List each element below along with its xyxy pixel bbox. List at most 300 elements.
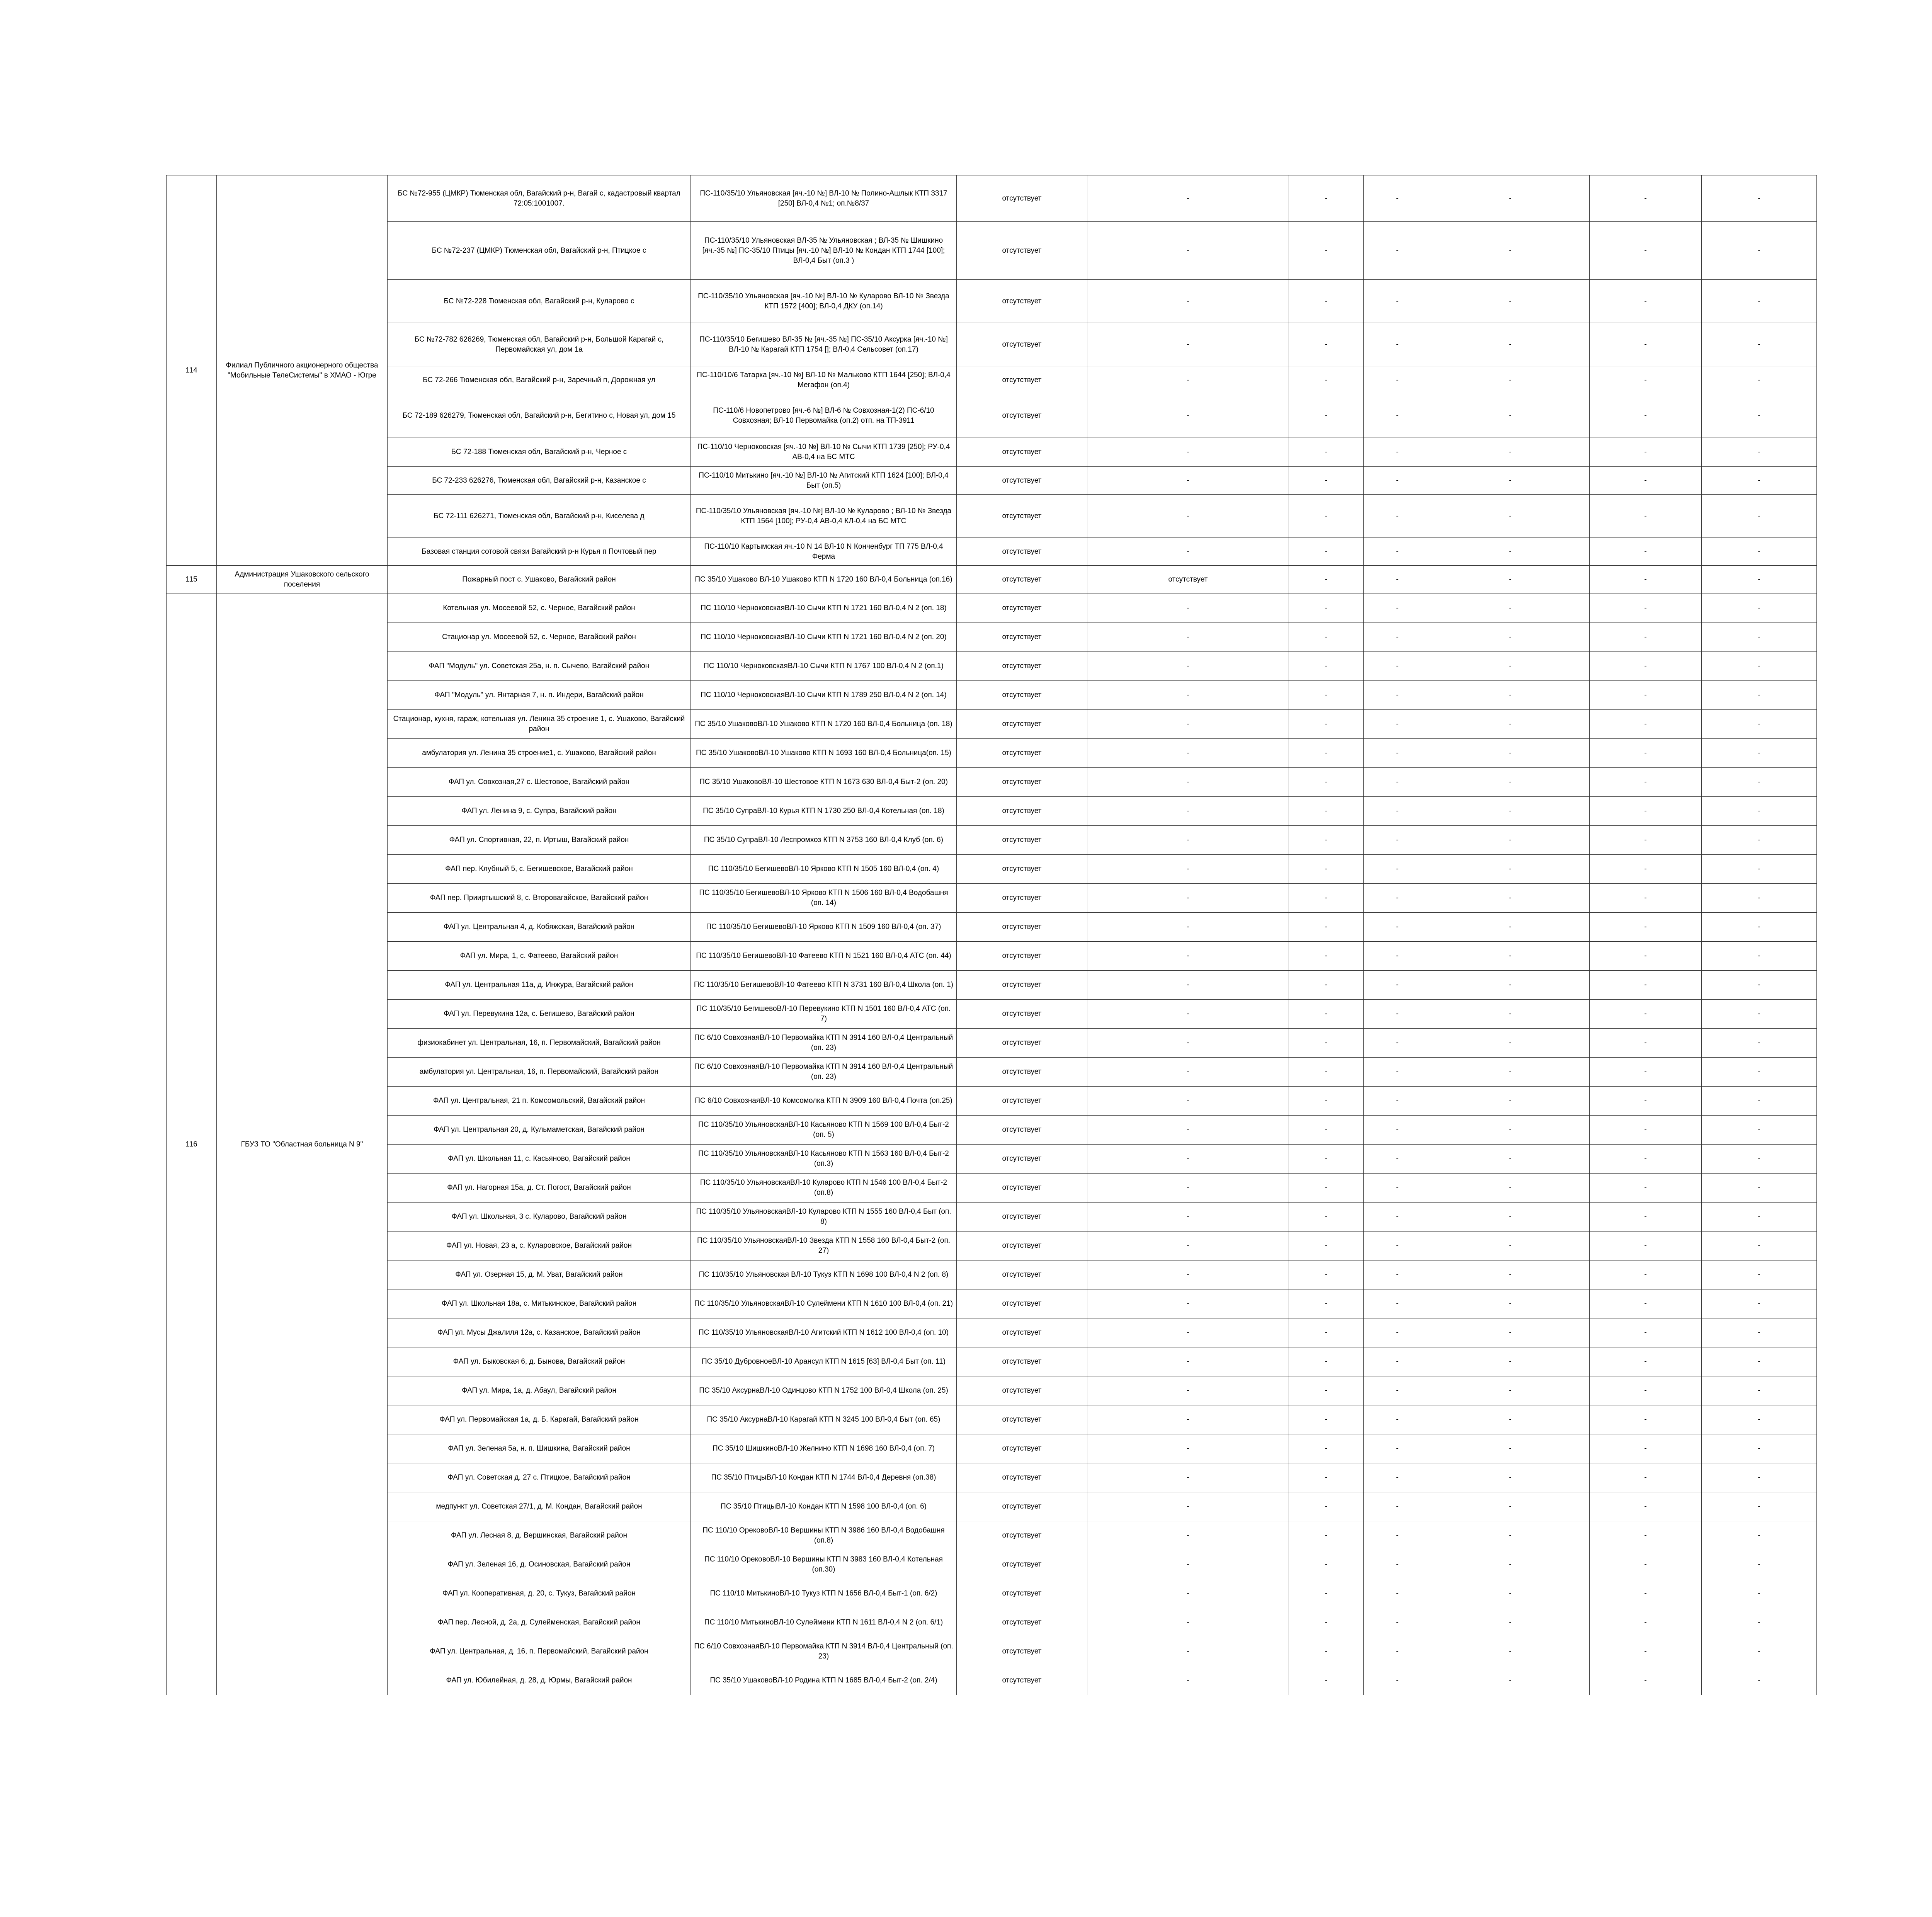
cell-tp: ПС 110/10 ОрековоВЛ-10 Вершины КТП N 3983 160 ВЛ-0,4 Котельная (оп.30) [691, 1550, 957, 1579]
cell-c4: - [1087, 280, 1289, 323]
cell-obj: ФАП ул. Мира, 1а, д. Абаул, Вагайский район [388, 1376, 691, 1405]
cell-st: отсутствует [957, 1058, 1087, 1087]
cell-c7: - [1431, 495, 1590, 538]
table-row [167, 826, 1817, 855]
cell-c7: - [1431, 1203, 1590, 1232]
cell-c5: - [1289, 884, 1364, 913]
cell-obj: ФАП ул. Мусы Джалиля 12а, с. Казанское, Вагайский район [388, 1318, 691, 1347]
cell-c5: - [1289, 467, 1364, 495]
cell-obj: ФАП ул. Спортивная, 22, п. Иртыш, Вагайский район [388, 826, 691, 855]
cell-c6: - [1364, 1232, 1431, 1260]
cell-st: отсутствует [957, 1347, 1087, 1376]
cell-obj: ФАП ул. Зеленая 5а, н. п. Шишкина, Вагайский район [388, 1434, 691, 1463]
cell-st: отсутствует [957, 884, 1087, 913]
cell-c9: - [1702, 1029, 1817, 1058]
cell-obj: ФАП ул. Новая, 23 а, с. Куларовское, Вагайский район [388, 1232, 691, 1260]
cell-tp: ПС 110/10 ЧерноковскаяВЛ-10 Сычи КТП N 1767 100 ВЛ-0,4 N 2 (оп.1) [691, 652, 957, 681]
cell-st: отсутствует [957, 1376, 1087, 1405]
cell-tp: ПС 35/10 ШишкиноВЛ-10 Желнино КТП N 1698 160 ВЛ-0,4 (оп. 7) [691, 1434, 957, 1463]
table-row [167, 710, 1817, 739]
cell-st: отсутствует [957, 1492, 1087, 1521]
table-row [167, 913, 1817, 942]
cell-c4: - [1087, 855, 1289, 884]
table-row [167, 566, 1817, 594]
cell-st: отсутствует [957, 652, 1087, 681]
cell-c5: - [1289, 855, 1364, 884]
cell-c5: - [1289, 1434, 1364, 1463]
cell-c5: - [1289, 1260, 1364, 1289]
cell-tp: ПС 110/10 ЧерноковскаяВЛ-10 Сычи КТП N 1721 160 ВЛ-0,4 N 2 (оп. 20) [691, 623, 957, 652]
cell-st: отсутствует [957, 1174, 1087, 1203]
cell-tp: ПС 110/35/10 УльяновскаяВЛ-10 Звезда КТП N 1558 160 ВЛ-0,4 Быт-2 (оп. 27) [691, 1232, 957, 1260]
cell-c5: - [1289, 1492, 1364, 1521]
cell-c5: - [1289, 1521, 1364, 1550]
cell-st: отсутствует [957, 538, 1087, 566]
cell-tp: ПС-110/6 Новопетрово [яч.-6 №] ВЛ-6 № Совхозная-1(2) ПС-6/10 Совхозная; ВЛ-10 Первомайка (оп.2) отп. на ТП-3911 [691, 394, 957, 437]
cell-tp: ПС-110/10 Картымская яч.-10 N 14 ВЛ-10 N Конченбург ТП 775 ВЛ-0,4 Ферма [691, 538, 957, 566]
cell-c5: - [1289, 394, 1364, 437]
table-row [167, 1637, 1817, 1666]
cell-c5: - [1289, 594, 1364, 623]
cell-c6: - [1364, 1347, 1431, 1376]
cell-c4: - [1087, 681, 1289, 710]
cell-c6: - [1364, 280, 1431, 323]
cell-c7: - [1431, 942, 1590, 971]
cell-c5: - [1289, 710, 1364, 739]
cell-c7: - [1431, 1492, 1590, 1521]
cell-c8: - [1590, 222, 1702, 280]
cell-c7: - [1431, 1145, 1590, 1174]
cell-c4: - [1087, 394, 1289, 437]
cell-c4: - [1087, 594, 1289, 623]
cell-c7: - [1431, 394, 1590, 437]
group-number-cell: 114 [167, 175, 217, 566]
cell-obj: Стационар ул. Мосеевой 52, с. Черное, Вагайский район [388, 623, 691, 652]
cell-tp: ПС 110/10 МитькиноВЛ-10 Сулеймени КТП N 1611 ВЛ-0,4 N 2 (оп. 6/1) [691, 1608, 957, 1637]
cell-c6: - [1364, 710, 1431, 739]
cell-c9: - [1702, 1260, 1817, 1289]
cell-c6: - [1364, 1318, 1431, 1347]
cell-c8: - [1590, 797, 1702, 826]
cell-c4: - [1087, 710, 1289, 739]
cell-c7: - [1431, 566, 1590, 594]
organization-cell: Администрация Ушаковского сельского поселения [217, 566, 388, 594]
cell-c4: - [1087, 1666, 1289, 1695]
table-row [167, 175, 1817, 222]
cell-c7: - [1431, 1405, 1590, 1434]
cell-c7: - [1431, 710, 1590, 739]
cell-obj: ФАП ул. Нагорная 15а, д. Ст. Погост, Вагайский район [388, 1174, 691, 1203]
cell-obj: БС 72-111 626271, Тюменская обл, Вагайский р-н, Киселева д [388, 495, 691, 538]
cell-c9: - [1702, 797, 1817, 826]
cell-c5: - [1289, 623, 1364, 652]
cell-st: отсутствует [957, 1434, 1087, 1463]
cell-obj: ФАП пер. Прииртышский 8, с. Второвагайское, Вагайский район [388, 884, 691, 913]
cell-tp: ПС 110/35/10 УльяновскаяВЛ-10 Куларово КТП N 1546 100 ВЛ-0,4 Быт-2 (оп.8) [691, 1174, 957, 1203]
cell-c4: - [1087, 1145, 1289, 1174]
cell-st: отсутствует [957, 1289, 1087, 1318]
cell-obj: ФАП ул. Центральная 20, д. Кульмаметская, Вагайский район [388, 1116, 691, 1145]
cell-c9: - [1702, 394, 1817, 437]
cell-c6: - [1364, 1521, 1431, 1550]
cell-c9: - [1702, 1376, 1817, 1405]
cell-st: отсутствует [957, 394, 1087, 437]
cell-c6: - [1364, 1405, 1431, 1434]
cell-c8: - [1590, 1145, 1702, 1174]
cell-obj: ФАП ул. Ленина 9, с. Супра, Вагайский район [388, 797, 691, 826]
cell-c8: - [1590, 710, 1702, 739]
cell-c4: - [1087, 1318, 1289, 1347]
table-row [167, 681, 1817, 710]
cell-c7: - [1431, 1434, 1590, 1463]
cell-st: отсутствует [957, 1087, 1087, 1116]
cell-st: отсутствует [957, 594, 1087, 623]
cell-obj: ФАП пер. Клубный 5, с. Бегишевское, Вагайский район [388, 855, 691, 884]
cell-c5: - [1289, 366, 1364, 394]
cell-c9: - [1702, 884, 1817, 913]
table-row [167, 1260, 1817, 1289]
cell-st: отсутствует [957, 1521, 1087, 1550]
table-row [167, 366, 1817, 394]
cell-obj: ФАП ул. Совхозная,27 с. Шестовое, Вагайский район [388, 768, 691, 797]
cell-st: отсутствует [957, 826, 1087, 855]
table-row [167, 495, 1817, 538]
cell-c7: - [1431, 739, 1590, 768]
cell-c4: - [1087, 1521, 1289, 1550]
cell-tp: ПС 35/10 СупраВЛ-10 Леспромхоз КТП N 3753 160 ВЛ-0,4 Клуб (оп. 6) [691, 826, 957, 855]
cell-c6: - [1364, 768, 1431, 797]
cell-obj: ФАП ул. Кооперативная, д. 20, с. Тукуз, Вагайский район [388, 1579, 691, 1608]
cell-tp: ПС 110/10 ОрековоВЛ-10 Вершины КТП N 3986 160 ВЛ-0,4 Водобашня (оп.8) [691, 1521, 957, 1550]
cell-tp: ПС 35/10 АксурнаВЛ-10 Одинцово КТП N 1752 100 ВЛ-0,4 Школа (оп. 25) [691, 1376, 957, 1405]
cell-c4: - [1087, 1087, 1289, 1116]
table-row [167, 1434, 1817, 1463]
cell-c6: - [1364, 855, 1431, 884]
table-row [167, 942, 1817, 971]
cell-obj: Базовая станция сотовой связи Вагайский р-н Курья п Почтовый пер [388, 538, 691, 566]
cell-c9: - [1702, 594, 1817, 623]
cell-c8: - [1590, 394, 1702, 437]
table-row [167, 1376, 1817, 1405]
table-row [167, 1058, 1817, 1087]
cell-st: отсутствует [957, 1463, 1087, 1492]
cell-c4: - [1087, 739, 1289, 768]
cell-st: отсутствует [957, 175, 1087, 222]
cell-c9: - [1702, 1492, 1817, 1521]
cell-obj: ФАП ул. Зеленая 16, д. Осиновская, Вагайский район [388, 1550, 691, 1579]
cell-obj: ФАП ул. Советская д. 27 с. Птицкое, Вагайский район [388, 1463, 691, 1492]
cell-c5: - [1289, 1058, 1364, 1087]
cell-tp: ПС 110/35/10 БегишевоВЛ-10 Фатеево КТП N 3731 160 ВЛ-0,4 Школа (оп. 1) [691, 971, 957, 1000]
cell-tp: ПС 35/10 УшаковоВЛ-10 Шестовое КТП N 1673 630 ВЛ-0,4 Быт-2 (оп. 20) [691, 768, 957, 797]
cell-c7: - [1431, 623, 1590, 652]
cell-c9: - [1702, 1637, 1817, 1666]
cell-c8: - [1590, 566, 1702, 594]
cell-c6: - [1364, 594, 1431, 623]
cell-c8: - [1590, 538, 1702, 566]
cell-c8: - [1590, 913, 1702, 942]
cell-st: отсутствует [957, 942, 1087, 971]
cell-st: отсутствует [957, 323, 1087, 366]
cell-c8: - [1590, 1521, 1702, 1550]
cell-c6: - [1364, 1174, 1431, 1203]
table-row [167, 1232, 1817, 1260]
cell-c8: - [1590, 1087, 1702, 1116]
table-row [167, 538, 1817, 566]
cell-st: отсутствует [957, 437, 1087, 467]
cell-obj: БС №72-955 (ЦМКР) Тюменская обл, Вагайский р-н, Вагай с, кадастровый квартал 72:05:1001007. [388, 175, 691, 222]
cell-st: отсутствует [957, 1116, 1087, 1145]
cell-c9: - [1702, 1579, 1817, 1608]
cell-c9: - [1702, 768, 1817, 797]
cell-c6: - [1364, 1203, 1431, 1232]
cell-c5: - [1289, 1000, 1364, 1029]
cell-c9: - [1702, 222, 1817, 280]
cell-c4: - [1087, 1058, 1289, 1087]
cell-c4: - [1087, 652, 1289, 681]
cell-c6: - [1364, 1058, 1431, 1087]
cell-c7: - [1431, 884, 1590, 913]
table-row [167, 467, 1817, 495]
cell-st: отсутствует [957, 768, 1087, 797]
cell-c4: - [1087, 1000, 1289, 1029]
cell-tp: ПС 110/10 ЧерноковскаяВЛ-10 Сычи КТП N 1789 250 ВЛ-0,4 N 2 (оп. 14) [691, 681, 957, 710]
cell-st: отсутствует [957, 1318, 1087, 1347]
cell-c9: - [1702, 1347, 1817, 1376]
cell-tp: ПС 110/35/10 Ульяновская ВЛ-10 Тукуз КТП N 1698 100 ВЛ-0,4 N 2 (оп. 8) [691, 1260, 957, 1289]
cell-obj: ФАП ул. Школьная 18а, с. Митькинское, Вагайский район [388, 1289, 691, 1318]
table-row [167, 1550, 1817, 1579]
cell-c7: - [1431, 1347, 1590, 1376]
cell-c7: - [1431, 437, 1590, 467]
cell-c6: - [1364, 884, 1431, 913]
cell-obj: БС №72-237 (ЦМКР) Тюменская обл, Вагайский р-н, Птицкое с [388, 222, 691, 280]
cell-c7: - [1431, 1579, 1590, 1608]
cell-tp: ПС 110/10 ЧерноковскаяВЛ-10 Сычи КТП N 1721 160 ВЛ-0,4 N 2 (оп. 18) [691, 594, 957, 623]
cell-c4: - [1087, 1608, 1289, 1637]
cell-obj: амбулатория ул. Ленина 35 строение1, с. Ушаково, Вагайский район [388, 739, 691, 768]
cell-c5: - [1289, 826, 1364, 855]
cell-c6: - [1364, 495, 1431, 538]
cell-c6: - [1364, 942, 1431, 971]
cell-st: отсутствует [957, 566, 1087, 594]
cell-c4: - [1087, 538, 1289, 566]
cell-c9: - [1702, 1087, 1817, 1116]
cell-c7: - [1431, 280, 1590, 323]
cell-c8: - [1590, 1318, 1702, 1347]
cell-c8: - [1590, 467, 1702, 495]
cell-c6: - [1364, 1579, 1431, 1608]
cell-c9: - [1702, 1434, 1817, 1463]
cell-st: отсутствует [957, 855, 1087, 884]
cell-c9: - [1702, 1058, 1817, 1087]
cell-c9: - [1702, 1666, 1817, 1695]
cell-st: отсутствует [957, 739, 1087, 768]
cell-c7: - [1431, 366, 1590, 394]
cell-c6: - [1364, 1000, 1431, 1029]
cell-tp: ПС-110/10 Митькино [яч.-10 №] ВЛ-10 № Агитский КТП 1624 [100]; ВЛ-0,4 Быт (оп.5) [691, 467, 957, 495]
table-row [167, 1145, 1817, 1174]
table-row [167, 1608, 1817, 1637]
cell-c6: - [1364, 681, 1431, 710]
cell-c8: - [1590, 323, 1702, 366]
cell-tp: ПС 110/35/10 УльяновскаяВЛ-10 Касьяново КТП N 1569 100 ВЛ-0,4 Быт-2 (оп. 5) [691, 1116, 957, 1145]
cell-st: отсутствует [957, 495, 1087, 538]
cell-c8: - [1590, 594, 1702, 623]
cell-c6: - [1364, 971, 1431, 1000]
cell-c7: - [1431, 1666, 1590, 1695]
cell-c7: - [1431, 1376, 1590, 1405]
cell-c7: - [1431, 175, 1590, 222]
cell-c7: - [1431, 826, 1590, 855]
cell-c9: - [1702, 971, 1817, 1000]
cell-st: отсутствует [957, 797, 1087, 826]
table-row [167, 884, 1817, 913]
cell-tp: ПС 110/35/10 УльяновскаяВЛ-10 Агитский КТП N 1612 100 ВЛ-0,4 (оп. 10) [691, 1318, 957, 1347]
cell-st: отсутствует [957, 1232, 1087, 1260]
cell-st: отсутствует [957, 681, 1087, 710]
cell-c8: - [1590, 437, 1702, 467]
cell-tp: ПС 6/10 СовхознаяВЛ-10 Комсомолка КТП N 3909 160 ВЛ-0,4 Почта (оп.25) [691, 1087, 957, 1116]
cell-c7: - [1431, 323, 1590, 366]
cell-obj: ФАП ул. Центральная 4, д. Кобяжская, Вагайский район [388, 913, 691, 942]
cell-tp: ПС 110/35/10 БегишевоВЛ-10 Ярково КТП N 1509 160 ВЛ-0,4 (оп. 37) [691, 913, 957, 942]
cell-c5: - [1289, 942, 1364, 971]
cell-c7: - [1431, 913, 1590, 942]
cell-c5: - [1289, 971, 1364, 1000]
cell-c8: - [1590, 1116, 1702, 1145]
cell-c7: - [1431, 222, 1590, 280]
cell-tp: ПС 35/10 УшаковоВЛ-10 Ушаково КТП N 1693 160 ВЛ-0,4 Больница(оп. 15) [691, 739, 957, 768]
cell-obj: ФАП "Модуль" ул. Янтарная 7, н. п. Индери, Вагайский район [388, 681, 691, 710]
cell-c9: - [1702, 1000, 1817, 1029]
cell-tp: ПС 110/35/10 БегишевоВЛ-10 Фатеево КТП N 1521 160 ВЛ-0,4 АТС (оп. 44) [691, 942, 957, 971]
cell-c8: - [1590, 971, 1702, 1000]
table-row [167, 739, 1817, 768]
cell-c4: - [1087, 467, 1289, 495]
cell-obj: БС 72-188 Тюменская обл, Вагайский р-н, Черное с [388, 437, 691, 467]
cell-obj: ФАП ул. Первомайская 1а, д. Б. Карагай, Вагайский район [388, 1405, 691, 1434]
cell-c7: - [1431, 1318, 1590, 1347]
cell-st: отсутствует [957, 710, 1087, 739]
cell-c6: - [1364, 913, 1431, 942]
cell-c7: - [1431, 1289, 1590, 1318]
organization-cell: ГБУЗ ТО "Областная больница N 9" [217, 594, 388, 1695]
cell-c4: - [1087, 623, 1289, 652]
cell-obj: ФАП ул. Центральная, д. 16, п. Первомайский, Вагайский район [388, 1637, 691, 1666]
cell-c6: - [1364, 739, 1431, 768]
cell-tp: ПС 35/10 ДубровноеВЛ-10 Арансул КТП N 1615 [63] ВЛ-0,4 Быт (оп. 11) [691, 1347, 957, 1376]
cell-c8: - [1590, 1579, 1702, 1608]
cell-c6: - [1364, 1492, 1431, 1521]
cell-c6: - [1364, 323, 1431, 366]
cell-c6: - [1364, 394, 1431, 437]
cell-obj: ФАП ул. Быковская 6, д. Бынова, Вагайский район [388, 1347, 691, 1376]
cell-c6: - [1364, 1666, 1431, 1695]
cell-c9: - [1702, 323, 1817, 366]
cell-obj: ФАП ул. Лесная 8, д. Вершинская, Вагайский район [388, 1521, 691, 1550]
cell-c4: - [1087, 1637, 1289, 1666]
cell-c5: - [1289, 323, 1364, 366]
organization-cell: Филиал Публичного акционерного общества "Мобильные ТелеСистемы" в ХМАО - Югре [217, 175, 388, 566]
cell-c5: - [1289, 437, 1364, 467]
cell-c7: - [1431, 1637, 1590, 1666]
cell-c5: - [1289, 1289, 1364, 1318]
cell-c9: - [1702, 538, 1817, 566]
cell-c9: - [1702, 1521, 1817, 1550]
cell-c5: - [1289, 1174, 1364, 1203]
cell-c7: - [1431, 1608, 1590, 1637]
cell-c6: - [1364, 366, 1431, 394]
table-row [167, 1347, 1817, 1376]
cell-obj: Стационар, кухня, гараж, котельная ул. Ленина 35 строение 1, с. Ушаково, Вагайский район [388, 710, 691, 739]
cell-st: отсутствует [957, 623, 1087, 652]
cell-c5: - [1289, 175, 1364, 222]
cell-c6: - [1364, 1087, 1431, 1116]
cell-c5: - [1289, 1550, 1364, 1579]
cell-tp: ПС 110/35/10 БегишевоВЛ-10 Перевукино КТП N 1501 160 ВЛ-0,4 АТС (оп. 7) [691, 1000, 957, 1029]
table-row [167, 1087, 1817, 1116]
cell-c8: - [1590, 623, 1702, 652]
table-row [167, 1318, 1817, 1347]
cell-c5: - [1289, 222, 1364, 280]
cell-c9: - [1702, 1550, 1817, 1579]
cell-c8: - [1590, 652, 1702, 681]
cell-st: отсутствует [957, 366, 1087, 394]
table-row [167, 1579, 1817, 1608]
cell-c9: - [1702, 1463, 1817, 1492]
table-row [167, 1666, 1817, 1695]
cell-c8: - [1590, 1608, 1702, 1637]
cell-c9: - [1702, 623, 1817, 652]
cell-c4: - [1087, 768, 1289, 797]
cell-c9: - [1702, 437, 1817, 467]
cell-obj: ФАП ул. Центральная, 21 п. Комсомольский, Вагайский район [388, 1087, 691, 1116]
cell-c8: - [1590, 1174, 1702, 1203]
cell-c4: - [1087, 942, 1289, 971]
table-row [167, 323, 1817, 366]
cell-c6: - [1364, 566, 1431, 594]
cell-c9: - [1702, 1203, 1817, 1232]
cell-c7: - [1431, 797, 1590, 826]
cell-c4: - [1087, 1289, 1289, 1318]
cell-c6: - [1364, 652, 1431, 681]
cell-c9: - [1702, 467, 1817, 495]
cell-st: отсутствует [957, 280, 1087, 323]
cell-c5: - [1289, 1405, 1364, 1434]
cell-c5: - [1289, 1145, 1364, 1174]
cell-c9: - [1702, 1608, 1817, 1637]
table-row [167, 280, 1817, 323]
cell-c8: - [1590, 1666, 1702, 1695]
cell-c9: - [1702, 280, 1817, 323]
cell-c5: - [1289, 566, 1364, 594]
cell-c4: - [1087, 323, 1289, 366]
cell-c8: - [1590, 1463, 1702, 1492]
cell-c9: - [1702, 739, 1817, 768]
cell-tp: ПС 110/35/10 УльяновскаяВЛ-10 Сулеймени КТП N 1610 100 ВЛ-0,4 (оп. 21) [691, 1289, 957, 1318]
cell-c7: - [1431, 971, 1590, 1000]
cell-c8: - [1590, 826, 1702, 855]
cell-tp: ПС 110/35/10 УльяновскаяВЛ-10 Касьяново КТП N 1563 160 ВЛ-0,4 Быт-2 (оп.3) [691, 1145, 957, 1174]
cell-obj: ФАП ул. Перевукина 12а, с. Бегишево, Вагайский район [388, 1000, 691, 1029]
cell-c7: - [1431, 594, 1590, 623]
cell-c7: - [1431, 652, 1590, 681]
cell-c6: - [1364, 1434, 1431, 1463]
cell-c5: - [1289, 652, 1364, 681]
cell-st: отсутствует [957, 971, 1087, 1000]
table-row [167, 1116, 1817, 1145]
